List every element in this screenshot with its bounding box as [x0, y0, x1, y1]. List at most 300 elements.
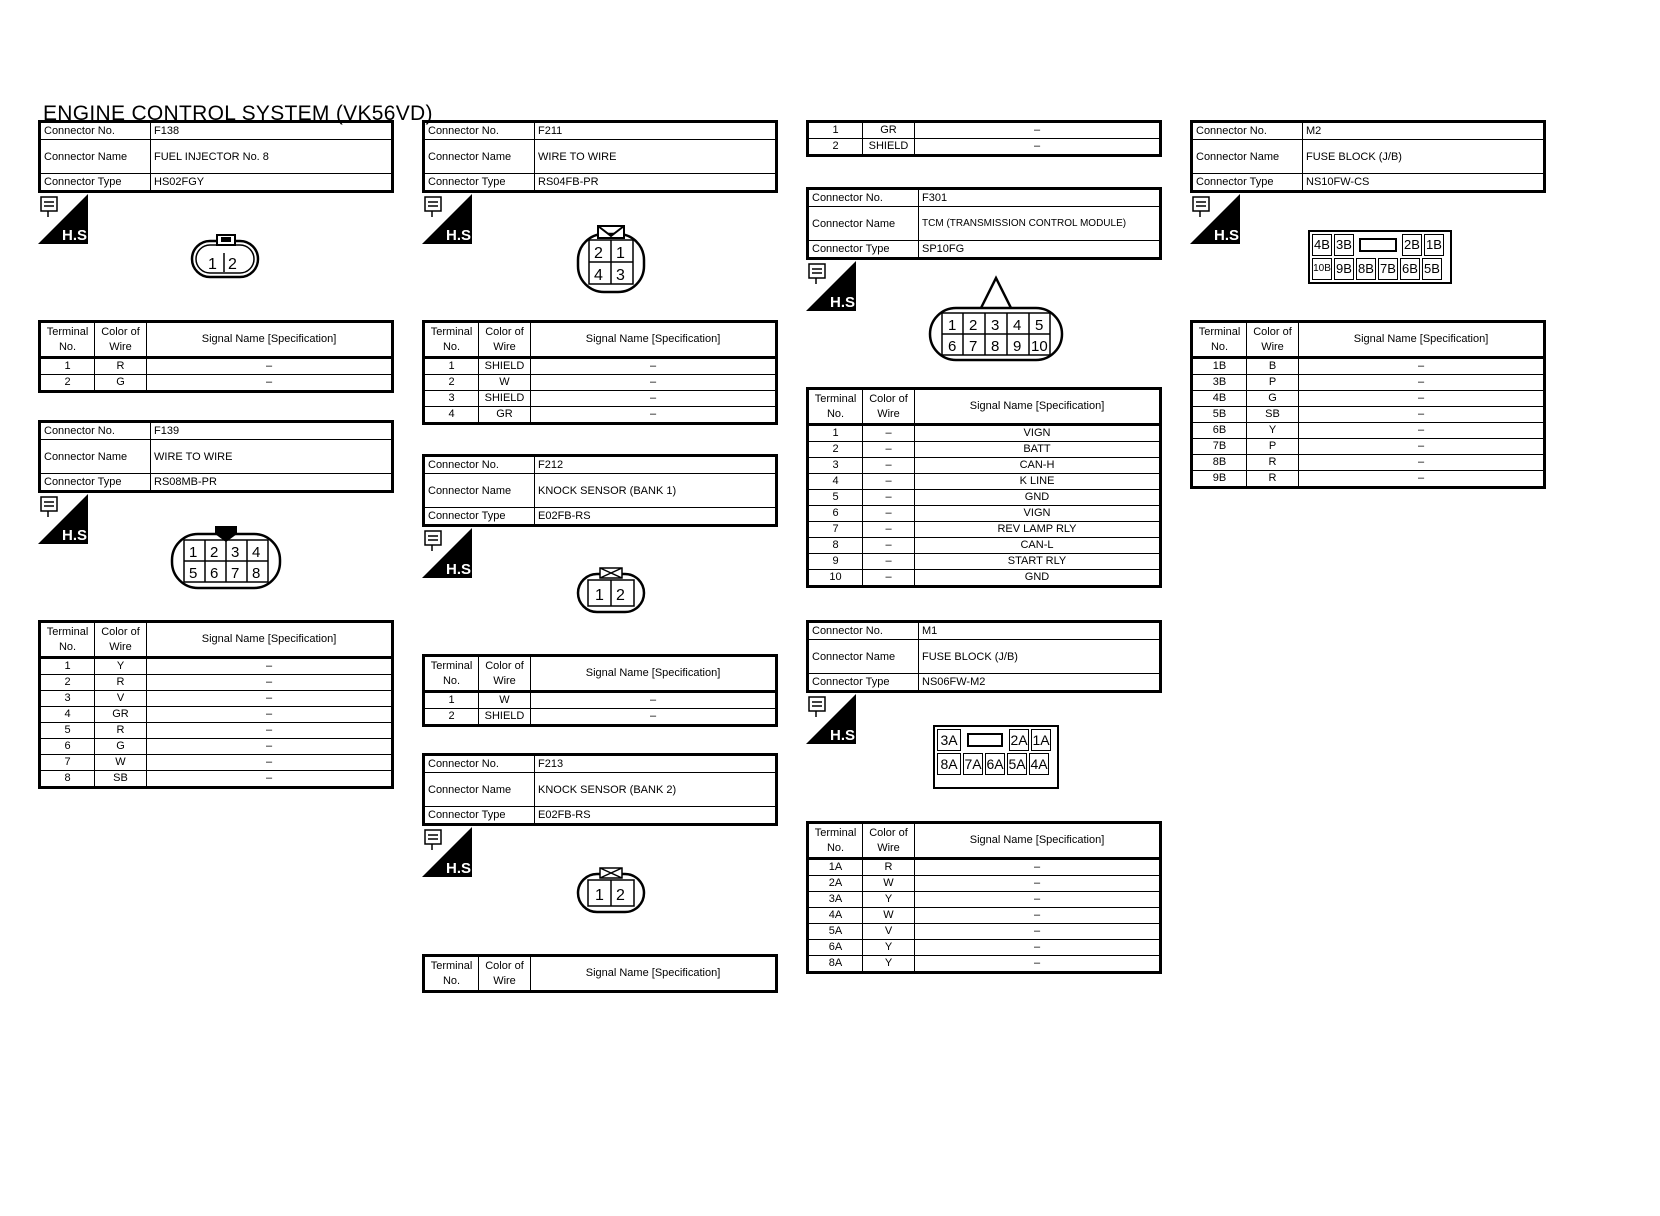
- wire-color-cell: –: [863, 506, 915, 522]
- connector-name-value: KNOCK SENSOR (BANK 2): [535, 773, 777, 807]
- terminal-no-cell: 2: [424, 709, 479, 726]
- connector-type-label: Connector Type: [40, 174, 151, 192]
- signal-name-cell: –: [147, 691, 393, 707]
- terminal-no-cell: 5: [808, 490, 863, 506]
- signal-name-cell: –: [147, 375, 393, 392]
- connector-no-label: Connector No.: [40, 422, 151, 440]
- wire-color-cell: Y: [863, 940, 915, 956]
- terminal-no-cell: 1: [808, 425, 863, 442]
- terminal-no-cell: 4B: [1192, 391, 1247, 407]
- wire-color-cell: R: [95, 675, 147, 691]
- svg-text:1: 1: [189, 544, 198, 561]
- connector-header-m2: [1190, 120, 1546, 193]
- wire-color-cell: –: [863, 458, 915, 474]
- table-row: [808, 956, 1161, 973]
- signal-name-cell: –: [1299, 391, 1545, 407]
- table-row: [1192, 439, 1545, 455]
- signal-name-cell: –: [147, 358, 393, 375]
- table-row: [40, 739, 393, 755]
- table-row: [1192, 358, 1545, 375]
- connector-header-f139: [38, 420, 394, 493]
- pin-label: 3A: [937, 729, 961, 751]
- signal-name-cell: –: [147, 658, 393, 675]
- terminal-no-header: Terminal No.: [40, 322, 95, 358]
- terminal-table-m1: [806, 821, 1162, 974]
- table-row: [808, 458, 1161, 474]
- wire-color-cell: R: [1247, 455, 1299, 471]
- table-row: [808, 522, 1161, 538]
- pin-label: 2A: [1009, 729, 1029, 751]
- connector-name-label: Connector Name: [1192, 140, 1303, 174]
- terminal-no-cell: 4: [808, 474, 863, 490]
- connector-no-label: Connector No.: [40, 122, 151, 140]
- terminal-no-header: Terminal No.: [40, 622, 95, 658]
- signal-name-cell: –: [147, 723, 393, 739]
- connector-type-label: Connector Type: [424, 174, 535, 192]
- terminal-no-cell: 1: [424, 358, 479, 375]
- signal-name-header: Signal Name [Specification]: [915, 389, 1161, 425]
- connector-no-value: F211: [535, 122, 777, 140]
- signal-name-cell: –: [147, 771, 393, 788]
- terminal-no-cell: 3: [40, 691, 95, 707]
- table-row: [1192, 407, 1545, 423]
- connector-type-value: RS04FB-PR: [535, 174, 777, 192]
- svg-text:2: 2: [616, 587, 625, 604]
- table-row: [808, 570, 1161, 587]
- terminal-no-cell: 2: [424, 375, 479, 391]
- connector-type-label: Connector Type: [1192, 174, 1303, 192]
- pin-label: 10B: [1312, 258, 1332, 280]
- signal-name-cell: –: [531, 692, 777, 709]
- svg-text:H.S.: H.S.: [830, 294, 860, 311]
- terminal-no-cell: 6: [40, 739, 95, 755]
- pin-label: 6A: [985, 753, 1005, 775]
- svg-text:6: 6: [210, 565, 219, 582]
- signal-name-cell: VIGN: [915, 506, 1161, 522]
- terminal-table-f213-continued: [806, 120, 1162, 157]
- terminal-no-cell: 2: [40, 375, 95, 392]
- signal-name-cell: –: [147, 739, 393, 755]
- signal-name-header: Signal Name [Specification]: [531, 322, 777, 358]
- svg-text:5: 5: [1035, 317, 1044, 334]
- svg-text:3: 3: [231, 544, 240, 561]
- terminal-table-f212: [422, 654, 778, 727]
- signal-name-cell: –: [915, 940, 1161, 956]
- wire-color-cell: W: [863, 876, 915, 892]
- terminal-no-cell: 2: [808, 139, 863, 156]
- connector-name-value: WIRE TO WIRE: [535, 140, 777, 174]
- terminal-no-cell: 5: [40, 723, 95, 739]
- connector-no-value: F139: [151, 422, 393, 440]
- svg-text:2: 2: [210, 544, 219, 561]
- wire-color-cell: G: [95, 739, 147, 755]
- wire-color-cell: SHIELD: [479, 709, 531, 726]
- terminal-no-cell: 1: [808, 122, 863, 139]
- connector-no-value: F212: [535, 456, 777, 474]
- svg-text:7: 7: [231, 565, 240, 582]
- signal-name-cell: –: [1299, 439, 1545, 455]
- svg-text:H.S.: H.S.: [446, 860, 476, 877]
- table-row: [808, 908, 1161, 924]
- svg-text:2: 2: [969, 317, 978, 334]
- color-of-wire-header: Color of Wire: [95, 622, 147, 658]
- terminal-no-cell: 8: [40, 771, 95, 788]
- terminal-no-cell: 8B: [1192, 455, 1247, 471]
- table-row: [40, 375, 393, 392]
- table-row: [808, 876, 1161, 892]
- signal-name-cell: –: [1299, 455, 1545, 471]
- connector-type-label: Connector Type: [40, 474, 151, 492]
- connector-header-f301: [806, 187, 1162, 260]
- table-row: [808, 506, 1161, 522]
- harness-side-icon: [422, 827, 476, 877]
- wire-color-cell: SHIELD: [479, 358, 531, 375]
- signal-name-cell: GND: [915, 490, 1161, 506]
- terminal-table-f138: [38, 320, 394, 393]
- table-row: [424, 692, 777, 709]
- wire-color-cell: G: [1247, 391, 1299, 407]
- terminal-no-cell: 9: [808, 554, 863, 570]
- harness-side-icon: [422, 194, 476, 244]
- svg-text:4: 4: [594, 267, 603, 284]
- connector-type-label: Connector Type: [424, 807, 535, 825]
- signal-name-header: Signal Name [Specification]: [531, 656, 777, 692]
- connector-header-f138: [38, 120, 394, 193]
- terminal-no-cell: 5A: [808, 924, 863, 940]
- connector-no-value: M2: [1303, 122, 1545, 140]
- table-row: [424, 391, 777, 407]
- svg-text:2: 2: [594, 245, 603, 262]
- terminal-no-cell: 7: [40, 755, 95, 771]
- pin-label: 5A: [1007, 753, 1027, 775]
- harness-side-icon: [38, 194, 92, 244]
- table-row: [424, 407, 777, 424]
- signal-name-cell: GND: [915, 570, 1161, 587]
- wire-color-cell: GR: [863, 122, 915, 139]
- terminal-no-header: Terminal No.: [424, 322, 479, 358]
- terminal-no-cell: 7: [808, 522, 863, 538]
- terminal-no-cell: 2: [40, 675, 95, 691]
- pin-label: 8B: [1356, 258, 1376, 280]
- connector-face-f213: [576, 866, 646, 919]
- hs-icon-svg: [38, 194, 92, 244]
- connector-face-f211: [576, 222, 646, 299]
- signal-name-header: Signal Name [Specification]: [1299, 322, 1545, 358]
- svg-text:9: 9: [1013, 338, 1022, 355]
- fuse-slot: [967, 733, 1003, 747]
- signal-name-cell: –: [915, 859, 1161, 876]
- terminal-no-cell: 1: [424, 692, 479, 709]
- connector-name-label: Connector Name: [40, 440, 151, 474]
- color-of-wire-header: Color of Wire: [95, 322, 147, 358]
- table-row: [1192, 423, 1545, 439]
- wire-color-cell: SHIELD: [479, 391, 531, 407]
- terminal-no-cell: 9B: [1192, 471, 1247, 488]
- connector-face-m1: [933, 725, 1059, 789]
- wire-color-cell: R: [863, 859, 915, 876]
- pin-label: 6B: [1400, 258, 1420, 280]
- connector-face-f301: [928, 276, 1064, 369]
- wire-color-cell: Y: [1247, 423, 1299, 439]
- terminal-table-f139: [38, 620, 394, 789]
- table-row: [40, 658, 393, 675]
- harness-side-icon: [806, 261, 860, 311]
- svg-text:4: 4: [252, 544, 261, 561]
- svg-text:2: 2: [616, 887, 625, 904]
- svg-text:1: 1: [595, 887, 604, 904]
- terminal-no-cell: 10: [808, 570, 863, 587]
- wire-color-cell: W: [479, 375, 531, 391]
- svg-text:1: 1: [595, 587, 604, 604]
- svg-text:7: 7: [969, 338, 978, 355]
- signal-name-cell: BATT: [915, 442, 1161, 458]
- signal-name-header: Signal Name [Specification]: [915, 823, 1161, 859]
- table-row: [808, 425, 1161, 442]
- terminal-no-cell: 3A: [808, 892, 863, 908]
- table-row: [808, 859, 1161, 876]
- wire-color-cell: V: [863, 924, 915, 940]
- connector-type-value: NS06FW-M2: [919, 674, 1161, 692]
- signal-name-cell: VIGN: [915, 425, 1161, 442]
- terminal-table-f213: [422, 954, 778, 993]
- wire-color-cell: –: [863, 570, 915, 587]
- connector-no-label: Connector No.: [808, 189, 919, 207]
- wire-color-cell: –: [863, 490, 915, 506]
- svg-text:1: 1: [616, 245, 625, 262]
- harness-side-icon: [1190, 194, 1244, 244]
- signal-name-cell: REV LAMP RLY: [915, 522, 1161, 538]
- wire-color-cell: W: [95, 755, 147, 771]
- connector-no-value: F138: [151, 122, 393, 140]
- terminal-no-cell: 6B: [1192, 423, 1247, 439]
- connector-face-f212: [576, 566, 646, 619]
- table-row: [1192, 471, 1545, 488]
- table-row: [808, 892, 1161, 908]
- terminal-no-cell: 3: [808, 458, 863, 474]
- table-row: [40, 771, 393, 788]
- wire-color-cell: R: [95, 723, 147, 739]
- connector-no-label: Connector No.: [424, 755, 535, 773]
- connector-type-value: SP10FG: [919, 241, 1161, 259]
- table-row: [424, 709, 777, 726]
- connector-face-f138: [190, 233, 262, 286]
- fuse-slot: [1359, 238, 1397, 252]
- signal-name-cell: –: [915, 908, 1161, 924]
- connector-header-f211: [422, 120, 778, 193]
- wire-color-cell: –: [863, 425, 915, 442]
- connector-name-label: Connector Name: [424, 474, 535, 508]
- terminal-no-cell: 2: [808, 442, 863, 458]
- wire-color-cell: R: [95, 358, 147, 375]
- terminal-no-cell: 8A: [808, 956, 863, 973]
- table-row: [40, 723, 393, 739]
- terminal-no-cell: 4: [40, 707, 95, 723]
- terminal-table-m2: [1190, 320, 1546, 489]
- wire-color-cell: Y: [863, 892, 915, 908]
- wire-color-cell: Y: [95, 658, 147, 675]
- signal-name-cell: –: [915, 876, 1161, 892]
- terminal-no-cell: 8: [808, 538, 863, 554]
- connector-type-value: E02FB-RS: [535, 508, 777, 526]
- connector-no-label: Connector No.: [424, 456, 535, 474]
- color-of-wire-header: Color of Wire: [1247, 322, 1299, 358]
- signal-name-cell: –: [531, 391, 777, 407]
- wire-color-cell: –: [863, 474, 915, 490]
- connector-name-label: Connector Name: [808, 640, 919, 674]
- table-row: [1192, 391, 1545, 407]
- svg-text:10: 10: [1031, 338, 1048, 355]
- connector-name-label: Connector Name: [424, 773, 535, 807]
- table-row: [40, 755, 393, 771]
- terminal-no-cell: 5B: [1192, 407, 1247, 423]
- signal-name-cell: –: [147, 755, 393, 771]
- terminal-no-cell: 7B: [1192, 439, 1247, 455]
- connector-no-label: Connector No.: [424, 122, 535, 140]
- connector-header-m1: [806, 620, 1162, 693]
- connector-name-value: TCM (TRANSMISSION CONTROL MODULE): [919, 207, 1161, 241]
- terminal-no-cell: 4A: [808, 908, 863, 924]
- wire-color-cell: SHIELD: [863, 139, 915, 156]
- signal-name-cell: –: [915, 956, 1161, 973]
- table-row: [808, 940, 1161, 956]
- connector-type-value: NS10FW-CS: [1303, 174, 1545, 192]
- table-row: [808, 554, 1161, 570]
- terminal-table-f301: [806, 387, 1162, 588]
- wire-color-cell: R: [1247, 471, 1299, 488]
- table-row: [808, 474, 1161, 490]
- wire-color-cell: SB: [1247, 407, 1299, 423]
- signal-name-cell: CAN-H: [915, 458, 1161, 474]
- connector-type-label: Connector Type: [808, 241, 919, 259]
- connector-no-value: F213: [535, 755, 777, 773]
- signal-name-cell: –: [147, 707, 393, 723]
- wire-color-cell: G: [95, 375, 147, 392]
- terminal-no-cell: 1: [40, 658, 95, 675]
- connector-name-value: KNOCK SENSOR (BANK 1): [535, 474, 777, 508]
- signal-name-cell: –: [1299, 358, 1545, 375]
- terminal-no-header: Terminal No.: [1192, 322, 1247, 358]
- terminal-no-cell: 3: [424, 391, 479, 407]
- pin-label: 5B: [1422, 258, 1442, 280]
- harness-side-icon: [38, 494, 92, 544]
- pin-label: 7A: [963, 753, 983, 775]
- wire-color-cell: V: [95, 691, 147, 707]
- connector-header-f212: [422, 454, 778, 527]
- connector-type-value: HS02FGY: [151, 174, 393, 192]
- table-row: [424, 358, 777, 375]
- wire-color-cell: GR: [479, 407, 531, 424]
- connector-face-m2: [1308, 230, 1452, 284]
- wire-color-cell: Y: [863, 956, 915, 973]
- color-of-wire-header: Color of Wire: [479, 956, 531, 992]
- connector-name-label: Connector Name: [424, 140, 535, 174]
- connector-type-value: RS08MB-PR: [151, 474, 393, 492]
- table-row: [40, 675, 393, 691]
- terminal-table-f211: [422, 320, 778, 425]
- terminal-no-cell: 6: [808, 506, 863, 522]
- terminal-no-cell: 3B: [1192, 375, 1247, 391]
- wire-color-cell: B: [1247, 358, 1299, 375]
- table-row: [424, 375, 777, 391]
- signal-name-header: Signal Name [Specification]: [531, 956, 777, 992]
- table-row: [40, 707, 393, 723]
- svg-text:4: 4: [1013, 317, 1022, 334]
- svg-text:H.S.: H.S.: [830, 727, 860, 744]
- connector-name-value: FUSE BLOCK (J/B): [1303, 140, 1545, 174]
- signal-name-cell: K LINE: [915, 474, 1161, 490]
- wire-color-cell: SB: [95, 771, 147, 788]
- signal-name-cell: –: [915, 139, 1161, 156]
- signal-name-cell: –: [1299, 407, 1545, 423]
- pin-label: 1: [208, 256, 217, 273]
- color-of-wire-header: Color of Wire: [479, 322, 531, 358]
- table-row: [808, 538, 1161, 554]
- wire-color-cell: W: [863, 908, 915, 924]
- signal-name-cell: –: [1299, 375, 1545, 391]
- wire-color-cell: –: [863, 554, 915, 570]
- signal-name-cell: –: [531, 407, 777, 424]
- wire-color-cell: W: [479, 692, 531, 709]
- signal-name-cell: –: [1299, 471, 1545, 488]
- pin-label: 3B: [1334, 234, 1354, 256]
- connector-no-value: F301: [919, 189, 1161, 207]
- signal-name-header: Signal Name [Specification]: [147, 322, 393, 358]
- table-row: [40, 691, 393, 707]
- pin-label: 4B: [1312, 234, 1332, 256]
- terminal-no-cell: 1: [40, 358, 95, 375]
- connector-no-label: Connector No.: [808, 622, 919, 640]
- svg-text:H.S.: H.S.: [62, 227, 92, 244]
- color-of-wire-header: Color of Wire: [863, 823, 915, 859]
- signal-name-cell: CAN-L: [915, 538, 1161, 554]
- connector-name-value: FUEL INJECTOR No. 8: [151, 140, 393, 174]
- connector-no-value: M1: [919, 622, 1161, 640]
- pin-label: 2: [228, 256, 237, 273]
- connector-header-f213: [422, 753, 778, 826]
- connector-type-value: E02FB-RS: [535, 807, 777, 825]
- wire-color-cell: GR: [95, 707, 147, 723]
- table-row: [808, 924, 1161, 940]
- signal-name-cell: –: [531, 375, 777, 391]
- pin-label: 9B: [1334, 258, 1354, 280]
- connector-name-value: FUSE BLOCK (J/B): [919, 640, 1161, 674]
- terminal-no-cell: 1B: [1192, 358, 1247, 375]
- terminal-no-cell: 6A: [808, 940, 863, 956]
- signal-name-cell: –: [915, 122, 1161, 139]
- table-row: [1192, 375, 1545, 391]
- svg-text:8: 8: [991, 338, 1000, 355]
- terminal-no-cell: 1A: [808, 859, 863, 876]
- table-row: [808, 490, 1161, 506]
- svg-text:H.S.: H.S.: [62, 527, 92, 544]
- signal-name-cell: –: [147, 675, 393, 691]
- svg-text:8: 8: [252, 565, 261, 582]
- signal-name-cell: –: [915, 892, 1161, 908]
- pin-label: 7B: [1378, 258, 1398, 280]
- connector-no-label: Connector No.: [1192, 122, 1303, 140]
- svg-text:H.S.: H.S.: [1214, 227, 1244, 244]
- table-row: [808, 139, 1161, 156]
- svg-text:1: 1: [948, 317, 957, 334]
- signal-name-cell: START RLY: [915, 554, 1161, 570]
- pin-label: 1A: [1031, 729, 1051, 751]
- connector-type-label: Connector Type: [808, 674, 919, 692]
- color-of-wire-header: Color of Wire: [479, 656, 531, 692]
- connector-face-f139: [170, 524, 284, 597]
- svg-text:H.S.: H.S.: [446, 227, 476, 244]
- signal-name-cell: –: [531, 709, 777, 726]
- connector-name-label: Connector Name: [40, 140, 151, 174]
